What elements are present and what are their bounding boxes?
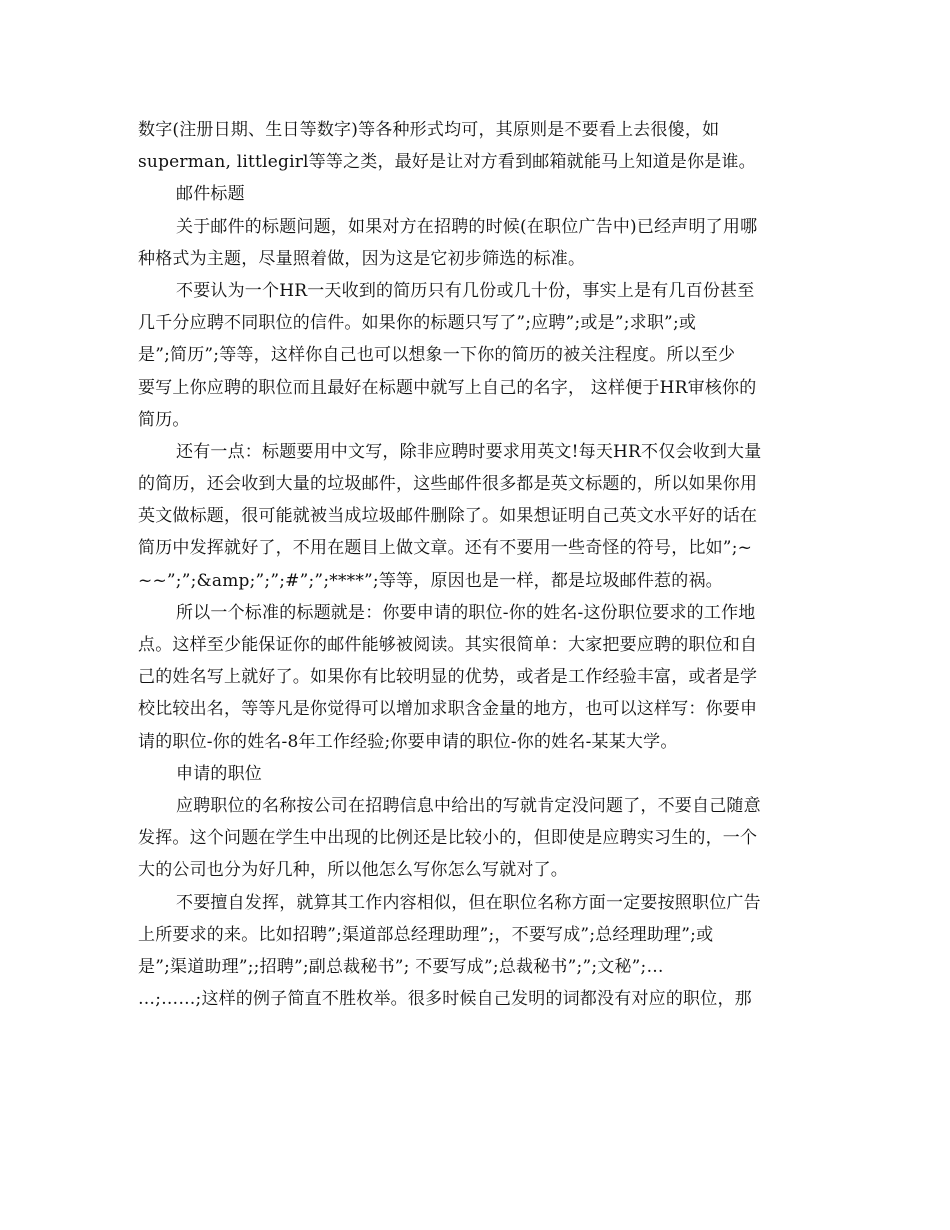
paragraph-start: 关于邮件的标题问题，如果对方在招聘的时候(在职位广告中)已经声明了用哪	[176, 216, 758, 237]
text-line: 数字(注册日期、生日等数字)等各种形式均可，其原则是不要看上去很傻，如	[138, 120, 720, 140]
paragraph-start: 不要认为一个HR一天收到的简历只有几份或几十份，事实上是有几百份甚至	[176, 280, 755, 301]
text-line: 的简历，还会收到大量的垃圾邮件，这些邮件很多都是英文标题的，所以如果你用	[138, 474, 758, 495]
paragraph-start: 不要擅自发挥，就算其工作内容相似，但在职位名称方面一定要按照职位广告	[176, 892, 761, 913]
text-line: 几千分应聘不同职位的信件。如果你的标题只写了”;应聘”;或是”;求职”;或	[138, 313, 697, 334]
paragraph-start: 还有一点：标题要用中文写，除非应聘时要求用英文!每天HR不仅会收到大量	[176, 441, 762, 462]
text-line: 请的职位-你的姓名-8年工作经验;你要申请的职位-你的姓名-某某大学。	[138, 731, 678, 752]
text-line: 大的公司也分为好几种，所以他怎么写你怎么写就对了。	[138, 860, 568, 881]
text-line: 种格式为主题，尽量照着做，因为这是它初步筛选的标准。	[138, 248, 586, 269]
text-line: 简历。	[138, 409, 190, 430]
text-line: 发挥。这个问题在学生中出现的比例还是比较小的，但即使是应聘实习生的，一个	[138, 828, 758, 849]
paragraph-start: 所以一个标准的标题就是：你要申请的职位-你的姓名-这份职位要求的工作地	[176, 602, 756, 623]
text-line: 是”;渠道助理”;;招聘”;副总裁秘书”; 不要写成”;总裁秘书”;”;文秘”;…	[138, 956, 664, 977]
text-line: 是”;简历”;等等，这样你自己也可以想象一下你的简历的被关注程度。所以至少	[138, 345, 736, 366]
document-body	[138, 114, 818, 1015]
text-line: 简历中发挥就好了，不用在题目上做文章。还有不要用一些奇怪的符号，比如”;~	[138, 538, 753, 559]
text-line: 校比较出名，等等凡是你觉得可以增加求职含金量的地方，也可以这样写：你要申	[138, 699, 758, 720]
text-line: superman, littlegirl等等之类，最好是让对方看到邮箱就能马上知道是你是谁。	[138, 152, 756, 173]
text-line: …;……;这样的例子简直不胜枚举。很多时候自己发明的词都没有对应的职位，那	[138, 989, 752, 1010]
text-line: ~~”;”;&amp;”;”;#”;”;****”;等等，原因也是一样，都是垃圾邮件惹的祸。	[138, 570, 723, 591]
text-line: 点。这样至少能保证你的邮件能够被阅读。其实很简单：大家把要应聘的职位和自	[138, 635, 758, 655]
text-line: 上所要求的来。比如招聘”;渠道部总经理助理”;，不要写成”;总经理助理”;或	[138, 924, 714, 945]
text-line: 英文做标题，很可能就被当成垃圾邮件删除了。如果想证明自己英文水平好的话在	[138, 506, 758, 527]
section-heading-applied-position: 申请的职位	[176, 763, 262, 784]
text-line: 要写上你应聘的职位而且最好在标题中就写上自己的名字， 这样便于HR审核你的	[138, 377, 757, 398]
section-heading-email-title: 邮件标题	[176, 184, 245, 205]
text-line: 己的姓名写上就好了。如果你有比较明显的优势，或者是工作经验丰富，或者是学	[138, 667, 758, 688]
paragraph-start: 应聘职位的名称按公司在招聘信息中给出的写就肯定没问题了，不要自己随意	[176, 795, 761, 816]
